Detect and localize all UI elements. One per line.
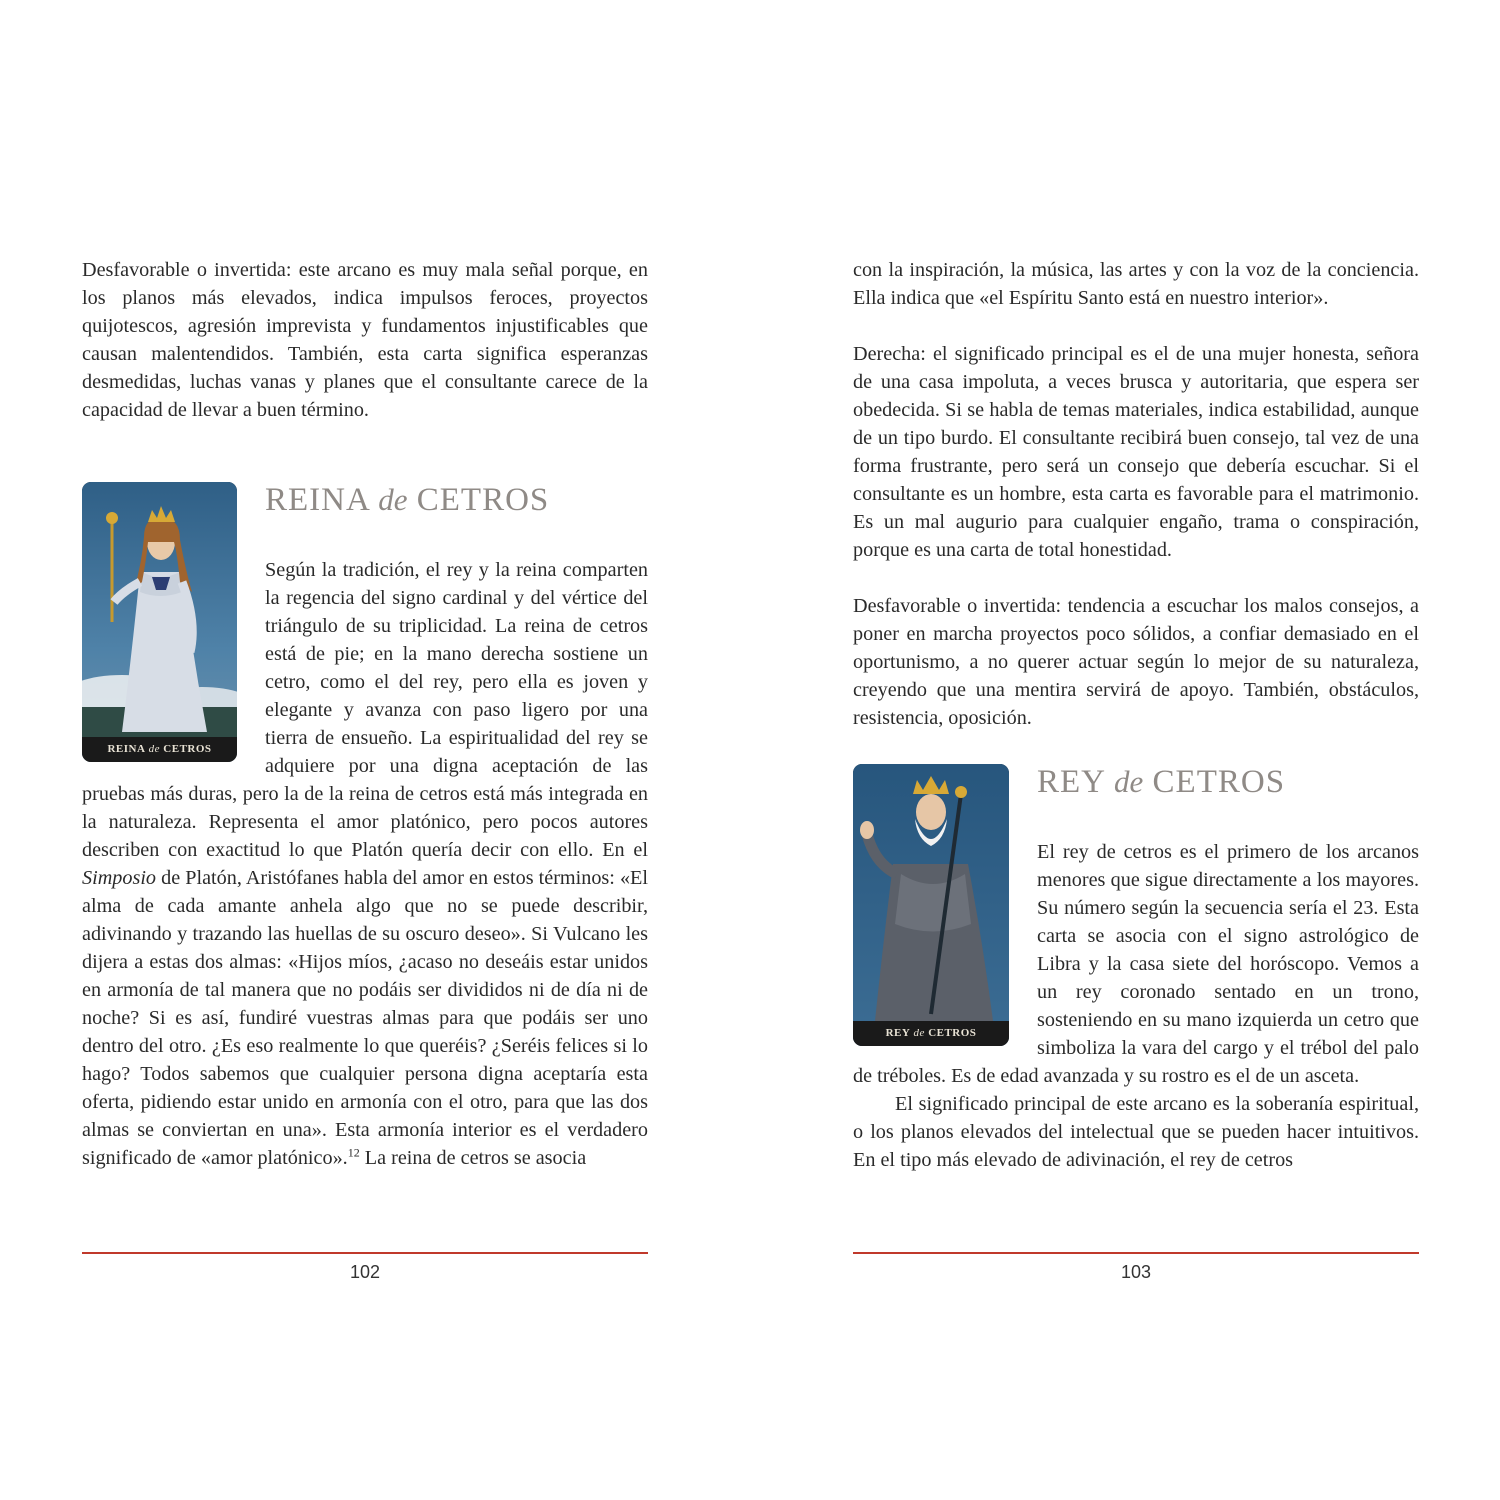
rey-body-paragraph-1: El rey de cetros es el primero de los arcanos menores que sigue directamente a los mayores. Su número según la secuencia sería el 23. Esta carta se asocia con el signo astrológico de Libra y la casa siete del horóscopo. Vemos a un rey coronado sentado en un trono, sosteniendo en su mano izquierda un cetro que simboliza la vara del cargo y el trébol del palo de tréboles. Es de edad avanzada y su rostro es el de un asceta.: [853, 841, 1419, 1087]
reina-body: Según la tradición, el rey y la reina comparten la regencia del signo cardinal y del vértice del triángulo de su triplicidad. La reina de cetros está de pie; en la mano derecha sostiene un cetro, como el del rey, pero ella es joven y elegante y avanza con paso ligero por una tierra de ensueño. La espiritualidad del rey se adquiere por una digna aceptación de las pruebas más duras, pero la de la reina de cetros está más integrada en la naturaleza. Representa el amor platónico, pero pocos autores describen con exactitud lo que Platón quería decir con ello. En el Simposio de Platón, Aristófanes habla del amor en estos términos: «El alma de cada amante anhela algo que no se puede describir, adivinando y trazando las huellas de su oscuro deseo». Si Vulcano les dijera a estas dos almas: «Hijos míos, ¿acaso no deseáis estar unidos en armonía de tal manera que no podáis ser divididos ni de día ni de noche? Si es así, fundiré vuestras almas para que podáis ser uno dentro del otro. ¿Es eso realmente lo que queréis? ¿Seréis felices si lo hago? Todos sabemos que cualquier persona digna aceptaría esta oferta, pidiendo estar unido en armonía con el otro, para que las dos almas se conviertan en una». Esta armonía interior es el verdadero significado de «amor platónico».$^{12}$ La reina de cetros se asocia: [82, 559, 648, 1169]
upright-paragraph: Derecha: el significado principal es el de una mujer honesta, señora de una casa impoluta, a veces brusca y autoritaria, que espera ser obedecida. Si se habla de temas materiales, indica estabilidad, aunque de un tipo burdo. El consultante recibirá buen consejo, tal vez de una forma frustrante, pero será un consejo que debería escuchar. Si el consultante es un hombre, esta carta es favorable para el matrimonio. Es un mal augurio para cualquier engaño, trama o conspiración, porque es una carta de total honestidad.: [853, 343, 1419, 561]
rey-body-paragraph-2: El significado principal de este arcano es la soberanía espiritual, o los planos elevados del intelectual que se pueden hacer intuitivos. En el tipo más elevado de adivinación, el rey de cetros: [853, 1093, 1419, 1171]
reina-section: [82, 482, 648, 1172]
reina-de-cetros-card: [82, 482, 237, 762]
rey-heading: REY de CETROS: [1037, 764, 1286, 800]
reina-heading: REINA de CETROS: [265, 482, 550, 518]
right-page-number: 103: [1120, 1262, 1152, 1282]
rey-card-illustration: [853, 764, 1009, 1046]
left-page: [82, 256, 648, 1172]
continuation-paragraph: con la inspiración, la música, las artes y con la voz de la conciencia. Ella indica que «el Espíritu Santo está en nuestro interior».: [853, 259, 1419, 309]
reina-card-label: REINA de CETROS: [82, 737, 237, 762]
right-footer-rule: [853, 1252, 1419, 1254]
rey-section: [853, 764, 1419, 1174]
right-page: [853, 256, 1419, 1174]
rey-de-cetros-card: [853, 764, 1009, 1046]
intro-paragraph: Desfavorable o invertida: este arcano es muy mala señal porque, en los planos más elevados, indica impulsos feroces, proyectos quijotescos, agresión imprevista y fundamentos injustificables que causan malentendidos. También, esta carta significa esperanzas desmedidas, luchas vanas y planes que el consultante carece de la capacidad de llevar a buen término.: [82, 259, 648, 421]
left-page-number: 102: [349, 1262, 381, 1282]
footnote-reference: 12: [347, 1145, 360, 1160]
reina-card-illustration: [82, 482, 237, 762]
left-footer-rule: [82, 1252, 648, 1254]
rey-card-label: REY de CETROS: [853, 1021, 1009, 1046]
reversed-paragraph: Desfavorable o invertida: tendencia a escuchar los malos consejos, a poner en marcha proyectos poco sólidos, a confiar demasiado en el oportunismo, a no querer actuar según lo mejor de su naturaleza, creyendo que una mentira servirá de apoyo. También, obstáculos, resistencia, oposición.: [853, 595, 1419, 729]
